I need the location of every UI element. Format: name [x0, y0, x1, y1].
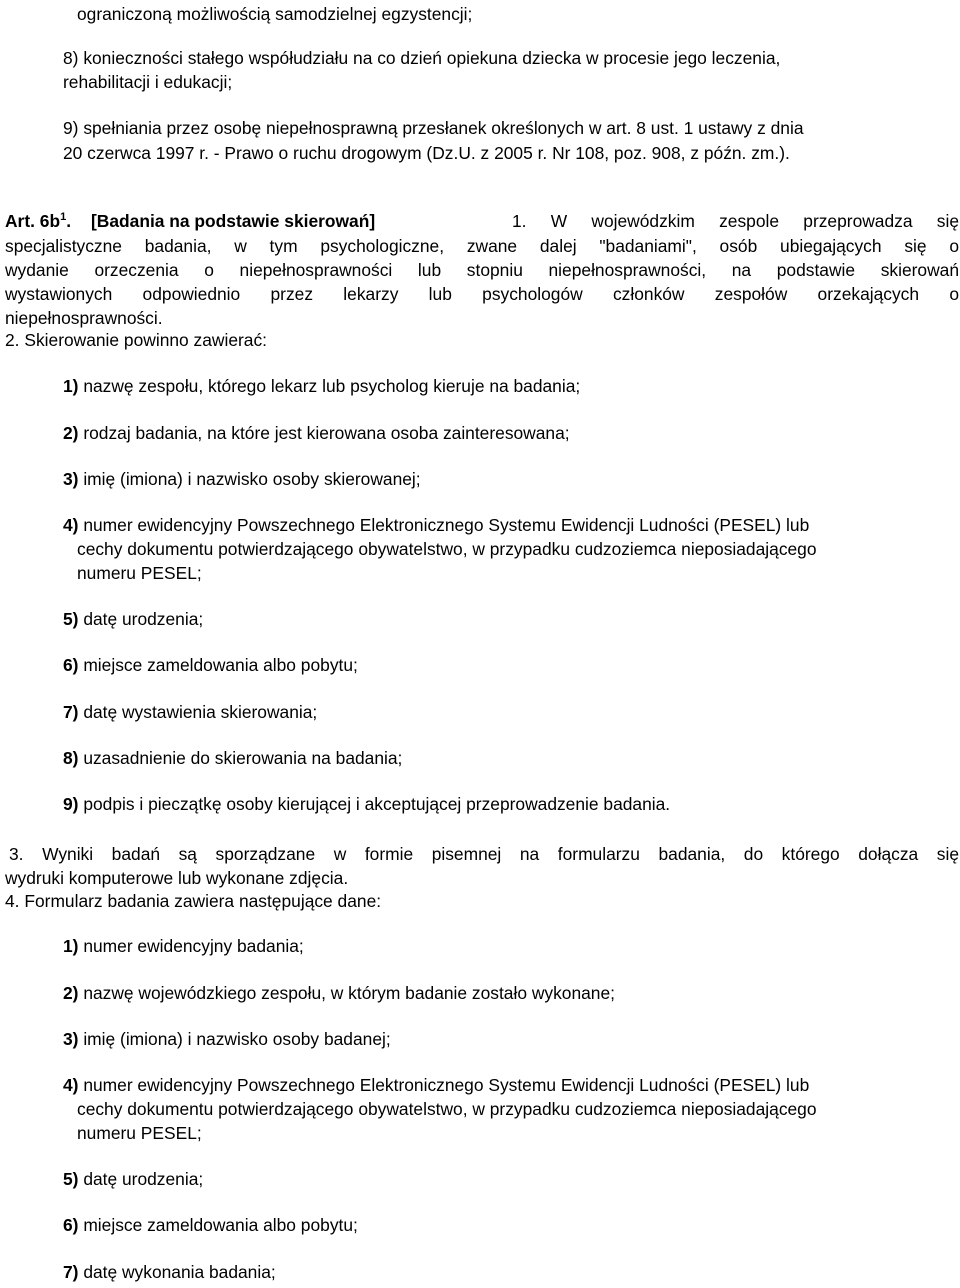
- list-item-number: 4): [63, 515, 79, 535]
- list-item: [63, 467, 421, 491]
- list-item-text: datę urodzenia;: [83, 1169, 204, 1189]
- article-para1-line2: specjalistyczne badania, w tym psychologiczne, zwane dalej "badaniami", osób ubiegających się o: [5, 236, 959, 256]
- list-item-text: miejsce zameldowania albo pobytu;: [83, 655, 358, 675]
- list-item-number: 9): [63, 794, 79, 814]
- list-item-text: datę urodzenia;: [83, 609, 204, 629]
- point-8-text-line1: konieczności stałego współudziału na co dzień opiekuna dziecka w procesie jego leczenia,: [83, 48, 781, 68]
- list-item-number: 4): [63, 1075, 79, 1095]
- list-item-continuation: numeru PESEL;: [77, 1123, 202, 1143]
- list-item-text: podpis i pieczątkę osoby kierującej i akceptującej przeprowadzenie badania.: [83, 794, 671, 814]
- article-superscript: 1: [60, 211, 67, 223]
- list-item-continuation: numeru PESEL;: [77, 563, 202, 583]
- list-item-number: 5): [63, 1169, 79, 1189]
- list-item-text: datę wykonania badania;: [83, 1262, 276, 1282]
- list-item-text: numer ewidencyjny Powszechnego Elektronicznego Systemu Ewidencji Ludności (PESEL) lub: [83, 515, 810, 535]
- point-9-number: 9): [63, 118, 79, 138]
- point-9-text-line2: 20 czerwca 1997 r. - Prawo o ruchu drogowym (Dz.U. z 2005 r. Nr 108, poz. 908, z późn. zm.).: [63, 143, 790, 163]
- point-9-text-line1: spełniania przez osobę niepełnosprawną przesłanek określonych w art. 8 ust. 1 ustawy z dnia: [83, 118, 804, 138]
- list-item-text: uzasadnienie do skierowania na badania;: [83, 748, 403, 768]
- list-item-text: numer ewidencyjny badania;: [83, 936, 304, 956]
- article-dot: .: [66, 211, 72, 231]
- list-item: [63, 1213, 358, 1237]
- list-item: [63, 700, 317, 724]
- article-para1-line5: niepełnosprawności.: [5, 308, 163, 328]
- list-item-number: 2): [63, 423, 79, 443]
- list-item-text: miejsce zameldowania albo pobytu;: [83, 1215, 358, 1235]
- list-item-number: 3): [63, 469, 79, 489]
- list-item-number: 3): [63, 1029, 79, 1049]
- article-title: [Badania na podstawie skierowań]: [91, 211, 376, 231]
- list-item-number: 5): [63, 609, 79, 629]
- list-item: [63, 981, 615, 1005]
- point-9: [63, 117, 804, 139]
- section-2-number: 2.: [5, 330, 20, 350]
- list-item: [63, 1167, 203, 1191]
- section-2-intro: [5, 329, 267, 351]
- list-item: [63, 746, 402, 770]
- list-item-number: 2): [63, 983, 79, 1003]
- point-8-number: 8): [63, 48, 79, 68]
- article-label: Art. 6b: [5, 211, 61, 231]
- list-item-text: nazwę wojewódzkiego zespołu, w którym badanie zostało wykonane;: [83, 983, 615, 1003]
- article-para1-intro: 1. W wojewódzkim zespole przeprowadza się: [512, 211, 959, 231]
- section-4-number: 4.: [5, 891, 20, 911]
- list-item-text: nazwę zespołu, którego lekarz lub psycholog kieruje na badania;: [83, 376, 581, 396]
- list-item-text: rodzaj badania, na które jest kierowana osoba zainteresowana;: [83, 423, 570, 443]
- section-4-text: Formularz badania zawiera następujące dane:: [24, 891, 382, 911]
- article-heading: [5, 210, 71, 232]
- list-item-text: numer ewidencyjny Powszechnego Elektronicznego Systemu Ewidencji Ludności (PESEL) lub: [83, 1075, 810, 1095]
- section-3-line2: wydruki komputerowe lub wykonane zdjęcia.: [5, 868, 349, 888]
- list-item: [63, 513, 809, 537]
- list-item: [63, 1260, 276, 1284]
- list-item: [63, 792, 670, 816]
- list-item-text: imię (imiona) i nazwisko osoby badanej;: [83, 1029, 391, 1049]
- list-item-number: 6): [63, 1215, 79, 1235]
- continuation-line: ograniczoną możliwością samodzielnej egzystencji;: [77, 4, 473, 24]
- article-para1-line3: wydanie orzeczenia o niepełnosprawności lub stopniu niepełnosprawności, na podstawie skierowań: [5, 260, 959, 280]
- section-4-intro: [5, 890, 381, 912]
- list-item: [63, 653, 358, 677]
- article-para1-line4: wystawionych odpowiednio przez lekarzy lub psychologów członków zespołów orzekających o: [5, 284, 959, 304]
- list-item-number: 1): [63, 376, 79, 396]
- list-item-number: 1): [63, 936, 79, 956]
- list-item-number: 7): [63, 702, 79, 722]
- list-item: [63, 1027, 391, 1051]
- list-item: [63, 934, 304, 958]
- list-item: [63, 607, 203, 631]
- list-item: [63, 421, 570, 445]
- list-item-number: 6): [63, 655, 79, 675]
- list-item-number: 8): [63, 748, 79, 768]
- list-item-text: imię (imiona) i nazwisko osoby skierowanej;: [83, 469, 421, 489]
- section-3-line1: 3. Wyniki badań są sporządzane w formie pisemnej na formularzu badania, do którego dołącza się: [9, 844, 959, 864]
- list-item-number: 7): [63, 1262, 79, 1282]
- section-2-text: Skierowanie powinno zawierać:: [24, 330, 267, 350]
- list-item-text: datę wystawienia skierowania;: [83, 702, 318, 722]
- list-item-continuation: cechy dokumentu potwierdzającego obywatelstwo, w przypadku cudzoziemca nieposiadającego: [77, 539, 817, 559]
- list-item: [63, 1073, 809, 1097]
- point-8: [63, 47, 780, 69]
- list-item: [63, 374, 580, 398]
- point-8-text-line2: rehabilitacji i edukacji;: [63, 72, 233, 92]
- list-item-continuation: cechy dokumentu potwierdzającego obywatelstwo, w przypadku cudzoziemca nieposiadającego: [77, 1099, 817, 1119]
